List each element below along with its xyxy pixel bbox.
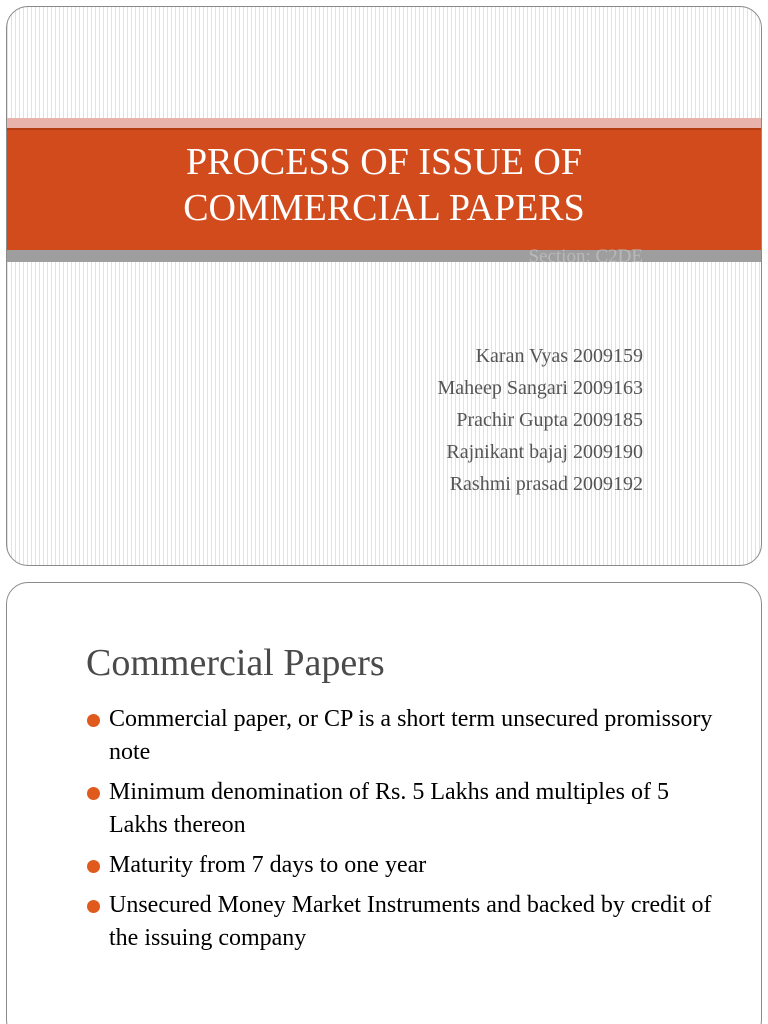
title-band-top-stripe bbox=[7, 118, 761, 128]
bullet-dot-icon bbox=[87, 900, 100, 913]
content-slide-title: Commercial Papers bbox=[86, 642, 385, 684]
slide-title-line-2: COMMERCIAL PAPERS bbox=[183, 187, 585, 229]
bullet-text: Commercial paper, or CP is a short term unsecured promissory note bbox=[109, 706, 713, 765]
bullet-list bbox=[85, 703, 725, 962]
author-item: Karan Vyas 2009159 bbox=[475, 345, 643, 367]
bullet-text: Maturity from 7 days to one year bbox=[109, 852, 427, 878]
author-item: Prachir Gupta 2009185 bbox=[456, 409, 643, 431]
slide-title-line-1: PROCESS OF ISSUE OF bbox=[186, 141, 582, 183]
bullet-item bbox=[85, 703, 725, 769]
author-item: Rajnikant bajaj 2009190 bbox=[446, 441, 643, 463]
title-band-bottom-stripe bbox=[7, 250, 761, 262]
title-slide[interactable] bbox=[6, 6, 762, 566]
author-list bbox=[437, 340, 643, 500]
author-item: Rashmi prasad 2009192 bbox=[449, 473, 643, 495]
bullet-item bbox=[85, 889, 725, 955]
bullet-dot-icon bbox=[87, 860, 100, 873]
bullet-dot-icon bbox=[87, 787, 100, 800]
section-label: Section: C2DE bbox=[528, 246, 643, 267]
content-slide[interactable] bbox=[6, 582, 762, 1024]
slide-title bbox=[7, 139, 761, 231]
bullet-text: Minimum denomination of Rs. 5 Lakhs and multiples of 5 Lakhs thereon bbox=[109, 779, 669, 838]
bullet-item bbox=[85, 776, 725, 842]
bullet-text: Unsecured Money Market Instruments and backed by credit of the issuing company bbox=[109, 892, 712, 951]
bullet-item bbox=[85, 849, 725, 882]
author-item: Maheep Sangari 2009163 bbox=[437, 377, 643, 399]
bullet-dot-icon bbox=[87, 714, 100, 727]
